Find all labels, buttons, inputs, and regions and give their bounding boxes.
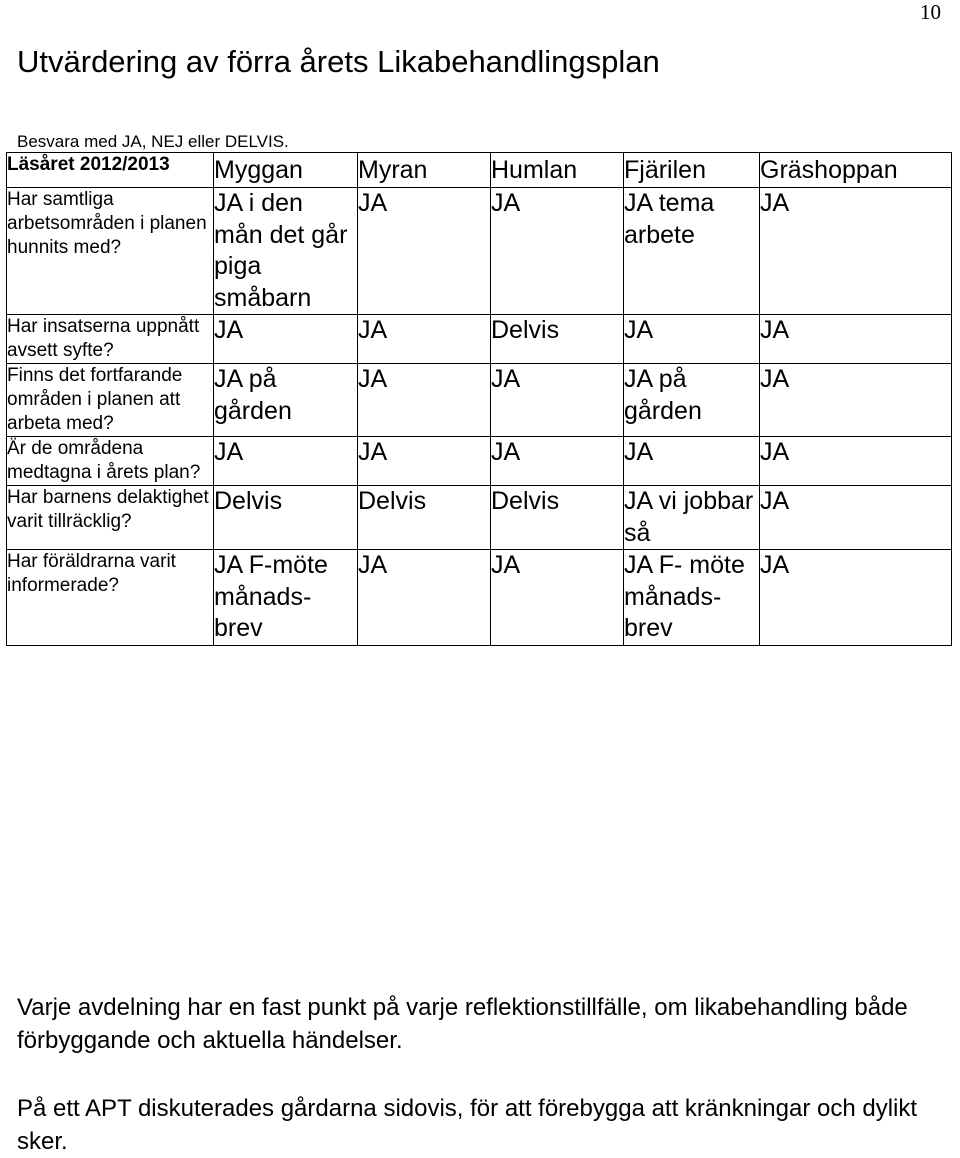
row-question: Har samtliga arbetsområden i planen hunnits med? xyxy=(7,188,214,315)
answer-cell: JA xyxy=(491,437,624,486)
answer-cell: JA xyxy=(624,437,760,486)
instructions-text: Besvara med JA, NEJ eller DELVIS. xyxy=(17,132,289,151)
answer-cell: JA xyxy=(491,364,624,437)
table-row xyxy=(7,315,952,364)
table-header-row xyxy=(7,153,952,188)
table-row xyxy=(7,188,952,315)
column-header-myran: Myran xyxy=(358,153,491,188)
answer-cell: JA xyxy=(760,550,952,646)
answer-cell: JA xyxy=(760,315,952,364)
table-corner-label: Läsåret 2012/2013 xyxy=(7,153,214,188)
answer-cell: JA xyxy=(358,364,491,437)
note-paragraph xyxy=(17,991,937,1057)
answer-cell: JA xyxy=(358,437,491,486)
table-row xyxy=(7,364,952,437)
answer-cell: JA i den mån det går piga småbarn xyxy=(214,188,358,315)
answer-cell: JA F-möte månads-brev xyxy=(214,550,358,646)
answer-cell: Delvis xyxy=(491,486,624,550)
column-header-humlan: Humlan xyxy=(491,153,624,188)
row-question: Har insatserna uppnått avsett syfte? xyxy=(7,315,214,364)
column-header-myggan: Myggan xyxy=(214,153,358,188)
answer-cell: JA på gården xyxy=(214,364,358,437)
answer-cell: JA xyxy=(491,188,624,315)
answer-cell: JA vi jobbar så xyxy=(624,486,760,550)
answer-cell: Delvis xyxy=(491,315,624,364)
answer-cell: JA xyxy=(358,315,491,364)
row-question: Har barnens delaktighet varit tillräcklig? xyxy=(7,486,214,550)
answer-cell: JA xyxy=(214,315,358,364)
answer-cell: JA xyxy=(760,188,952,315)
evaluation-table xyxy=(6,152,952,646)
table-row xyxy=(7,486,952,550)
answer-cell: JA xyxy=(358,188,491,315)
answer-cell: JA xyxy=(491,550,624,646)
note-text: Varje avdelning har en fast punkt på varje reflektionstillfälle, om likabehandling både förbyggande och aktuella händelser. xyxy=(17,994,908,1054)
answer-cell: JA xyxy=(624,315,760,364)
answer-cell: JA xyxy=(760,486,952,550)
table-row xyxy=(7,437,952,486)
note-paragraph xyxy=(17,1092,937,1158)
column-header-grashoppan: Gräshoppan xyxy=(760,153,952,188)
answer-cell: Delvis xyxy=(358,486,491,550)
answer-cell: JA xyxy=(760,364,952,437)
answer-cell: JA på gården xyxy=(624,364,760,437)
column-header-fjarilen: Fjärilen xyxy=(624,153,760,188)
answer-cell: JA xyxy=(760,437,952,486)
note-text: På ett APT diskuterades gårdarna sidovis, för att förebygga att kränkningar och dylikt sker. xyxy=(17,1095,918,1155)
row-question: Är de områdena medtagna i årets plan? xyxy=(7,437,214,486)
row-question: Finns det fortfarande områden i planen att arbeta med? xyxy=(7,364,214,437)
answer-cell: JA F- möte månads-brev xyxy=(624,550,760,646)
row-question: Har föräldrarna varit informerade? xyxy=(7,550,214,646)
table-row xyxy=(7,550,952,646)
answer-cell: JA xyxy=(358,550,491,646)
page-number: 10 xyxy=(920,0,941,24)
answer-cell: Delvis xyxy=(214,486,358,550)
page-title: Utvärdering av förra årets Likabehandlingsplan xyxy=(17,44,660,79)
answer-cell: JA tema arbete xyxy=(624,188,760,315)
answer-cell: JA xyxy=(214,437,358,486)
